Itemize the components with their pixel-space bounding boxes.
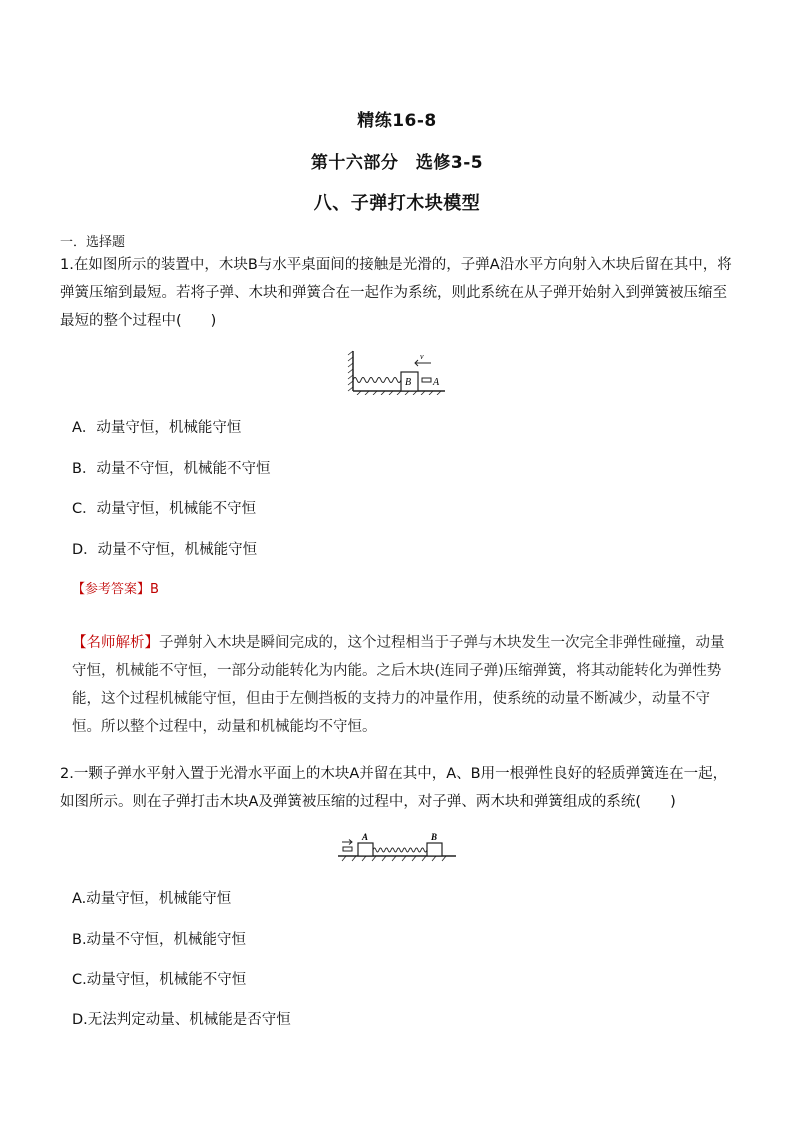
question-1-option-c: C．动量守恒，机械能不守恒 — [72, 501, 257, 517]
question-2-option-a: A.动量守恒，机械能守恒 — [72, 891, 232, 907]
question-1-option-d: D．动量不守恒，机械能守恒 — [72, 542, 258, 558]
block-b — [427, 843, 442, 856]
question-2-figure — [338, 830, 458, 864]
block-b-label: B — [405, 377, 412, 388]
section-heading: 一．选择题 — [60, 235, 126, 250]
doc-subtitle: 第十六部分 选修3-5 — [310, 153, 484, 173]
answer-value: B — [150, 582, 159, 597]
teacher-analysis — [72, 629, 737, 741]
question-1-option-b: B．动量不守恒，机械能不守恒 — [72, 461, 271, 477]
doc-topic: 八、子弹打木块模型 — [313, 193, 481, 214]
spring — [353, 378, 401, 383]
block-b-label: B — [431, 832, 438, 842]
reference-answer — [72, 578, 159, 597]
answer-label: 【参考答案】 — [72, 582, 151, 597]
bullet-a-label: A — [433, 377, 440, 388]
doc-title: 精练16-8 — [357, 111, 437, 131]
block-a — [358, 843, 373, 856]
velocity-label: v — [420, 352, 424, 361]
analysis-text: 子弹射入木块是瞬间完成的，这个过程相当于子弹与木块发生一次完全非弹性碰撞，动量守恒，机械能不守恒，一部分动能转化为内能。之后木块(连同子弹)压缩弹簧，将其动能转化为弹性势能，这个过程机械能守恒，但由于左侧挡板的支持力的冲量作用，使系统的动量不断减少，动量不守恒。所以整个过程中，动量和机械能均不守恒。 — [72, 635, 725, 735]
question-2-option-b: B.动量不守恒，机械能守恒 — [72, 932, 247, 948]
bullet-a — [422, 378, 431, 382]
question-1-stem: 1.在如图所示的装置中，木块B与水平桌面间的接触是光滑的，子弹A沿水平方向射入木块后留在其中，将弹簧压缩到最短。若将子弹、木块和弹簧合在一起作为系统，则此系统在从子弹开始射入到弹簧被压缩至最短的整个过程中( ) — [60, 257, 732, 329]
block-a-label: A — [362, 832, 369, 842]
question-2-option-c: C.动量守恒，机械能不守恒 — [72, 972, 247, 988]
question-1-figure — [347, 347, 447, 395]
question-1-option-a: A．动量守恒，机械能守恒 — [72, 420, 242, 436]
question-2-stem: 2.一颗子弹水平射入置于光滑水平面上的木块A并留在其中，A、B用一根弹性良好的轻质弹簧连在一起，如图所示。则在子弹打击木块A及弹簧被压缩的过程中，对子弹、两木块和弹簧组成的系统( ) — [60, 766, 728, 810]
analysis-label: 【名师解析】 — [72, 635, 159, 651]
spring — [373, 848, 427, 852]
question-2-option-d: D.无法判定动量、机械能是否守恒 — [72, 1012, 291, 1028]
bullet — [343, 847, 352, 851]
